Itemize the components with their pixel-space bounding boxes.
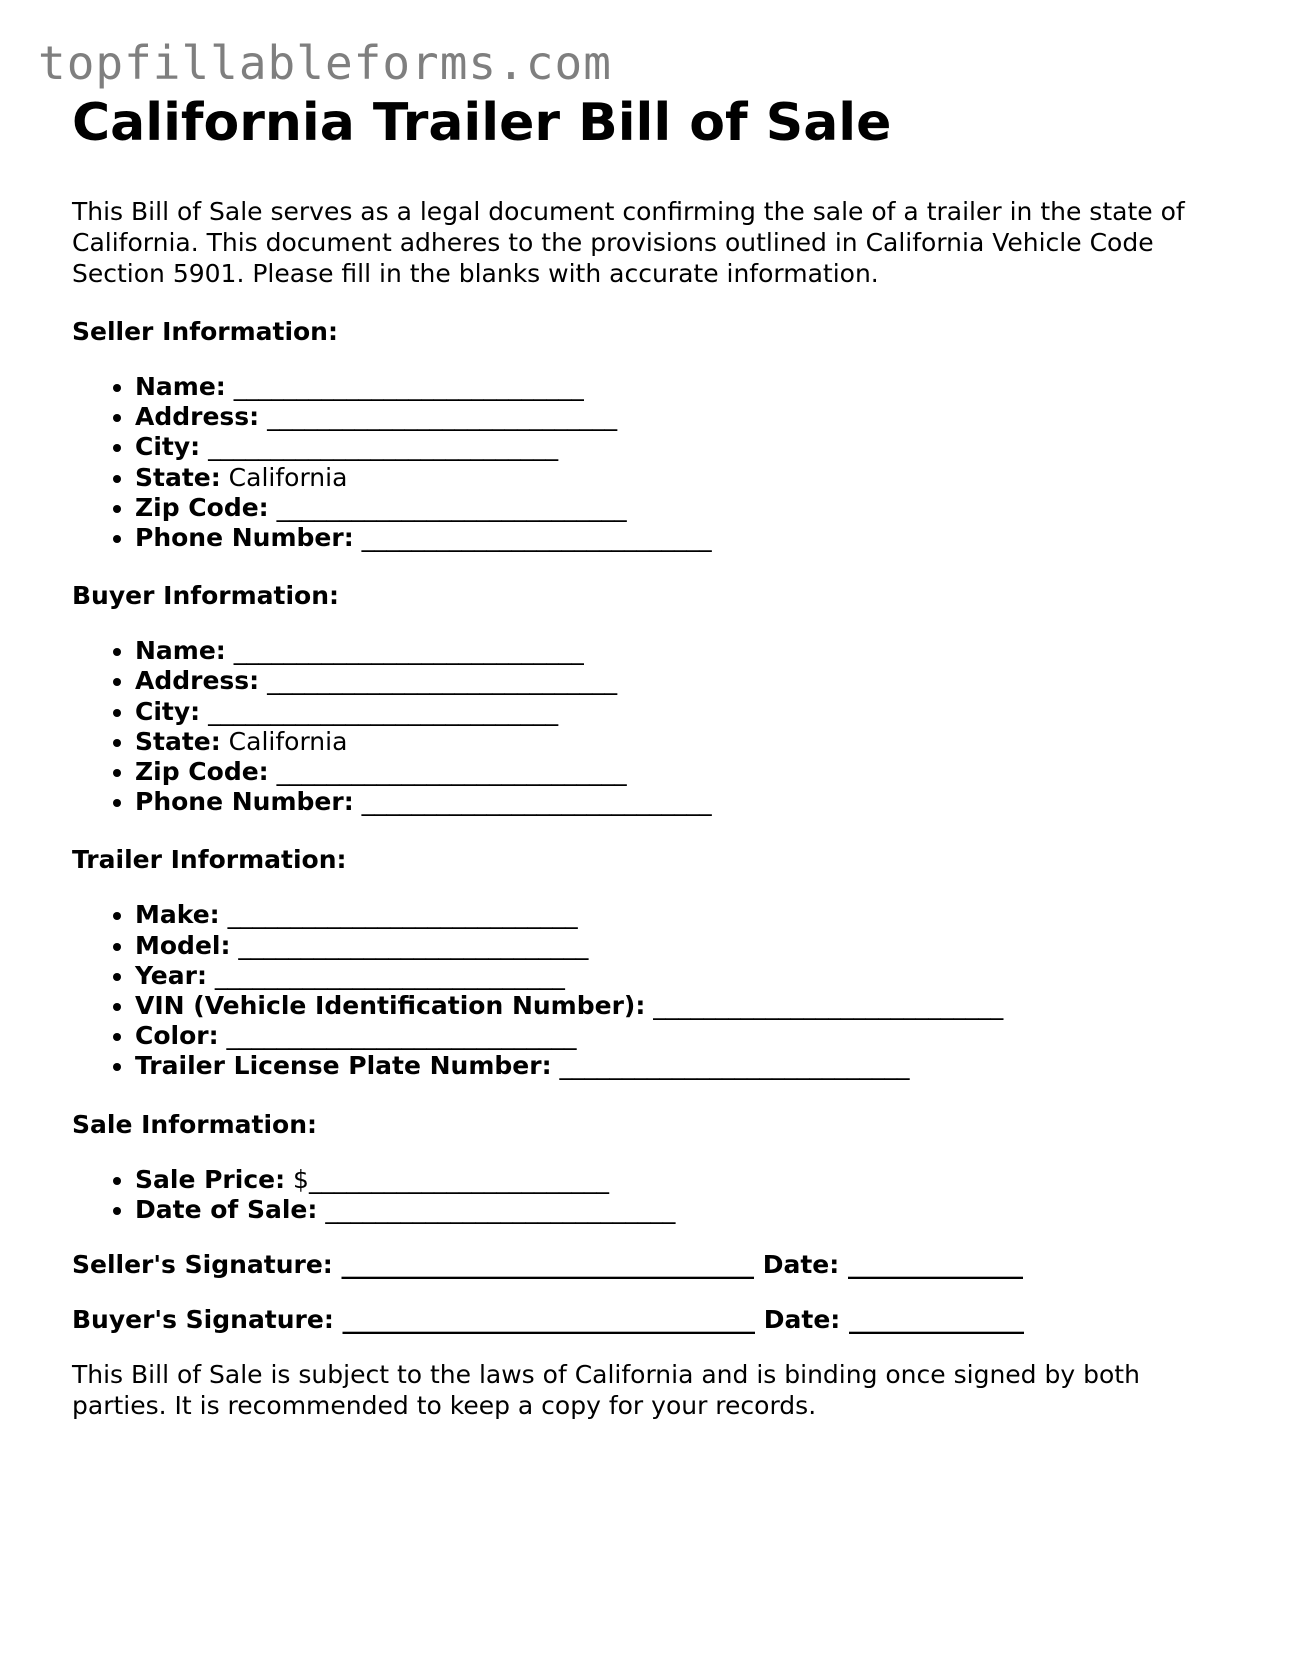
field-label: Model: [135, 930, 231, 960]
field-label: Phone Number: [135, 523, 354, 553]
sale-fields-list [72, 1165, 1232, 1225]
field-blank[interactable]: ____________________________ [551, 1051, 910, 1081]
field-label: Phone Number: [135, 787, 354, 817]
seller-signature-row [72, 1249, 1232, 1280]
seller-address-field [135, 402, 1232, 432]
buyer-date-label: Date: [763, 1305, 841, 1335]
trailer-plate-field [135, 1051, 1232, 1081]
field-blank[interactable]: ____________________________ [218, 1021, 577, 1051]
buyer-signature-row [72, 1304, 1232, 1335]
buyer-address-field [135, 666, 1232, 696]
field-label: Name: [135, 636, 226, 666]
field-blank[interactable]: ____________________________ [225, 636, 584, 666]
field-label: City: [135, 432, 201, 462]
field-blank[interactable]: ____________________________ [268, 757, 627, 787]
field-label: Date of Sale: [135, 1194, 318, 1224]
field-label: VIN (Vehicle Identification Number): [135, 991, 646, 1021]
field-blank[interactable]: ____________________________ [259, 402, 618, 432]
field-blank[interactable]: ____________________________ [200, 432, 559, 462]
field-label: Color: [135, 1021, 219, 1051]
buyer-phone-field [135, 787, 1232, 817]
sale-date-field [135, 1195, 1232, 1225]
field-blank[interactable]: ____________________________ [206, 960, 565, 990]
field-label: Address: [135, 402, 260, 432]
field-label: City: [135, 696, 201, 726]
field-label: Zip Code: [135, 492, 269, 522]
trailer-make-field [135, 900, 1232, 930]
seller-signature-label: Seller's Signature: [72, 1250, 333, 1280]
trailer-model-field [135, 931, 1232, 961]
field-blank[interactable]: ____________________________ [259, 666, 618, 696]
field-label: Trailer License Plate Number: [135, 1051, 552, 1081]
field-value: California [220, 726, 348, 756]
buyer-fields-list [72, 636, 1232, 817]
field-value: California [220, 462, 348, 492]
trailer-section-heading: Trailer Information: [72, 845, 347, 875]
buyer-city-field [135, 697, 1232, 727]
seller-date-label: Date: [762, 1250, 840, 1280]
field-blank[interactable]: ____________________________ [268, 492, 627, 522]
document-page [72, 92, 1232, 1421]
buyer-state-field [135, 727, 1232, 757]
buyer-signature-line[interactable]: _________________________________ [333, 1305, 756, 1335]
field-blank[interactable]: ____________________________ [353, 523, 712, 553]
field-label: Zip Code: [135, 757, 269, 787]
seller-phone-field [135, 523, 1232, 553]
buyer-name-field [135, 636, 1232, 666]
field-label: State: [135, 462, 221, 492]
page-title: California Trailer Bill of Sale [72, 93, 892, 153]
trailer-year-field [135, 961, 1232, 991]
footer-paragraph: This Bill of Sale is subject to the laws of California and is binding once signed by both parties. It is recommended to keep a copy for your records. [72, 1360, 1140, 1421]
seller-signature-line[interactable]: _________________________________ [332, 1250, 755, 1280]
buyer-date-line[interactable]: ______________ [840, 1305, 1025, 1335]
sale-price-field [135, 1165, 1232, 1195]
watermark: topfillableforms.com [38, 36, 612, 90]
intro-paragraph: This Bill of Sale serves as a legal document confirming the sale of a trailer in the state of California. This document adheres to the provisions outlined in California Vehicle Code Section 5901. Please fill in the blanks with accurate information. [72, 197, 1185, 288]
field-label: Name: [135, 372, 226, 401]
seller-section-heading: Seller Information: [72, 317, 338, 346]
buyer-zip-field [135, 757, 1232, 787]
seller-state-field [135, 463, 1232, 493]
field-blank[interactable]: ____________________________ [645, 991, 1004, 1021]
field-label: Year: [135, 960, 207, 990]
field-label: Make: [135, 900, 220, 930]
buyer-section-heading: Buyer Information: [72, 581, 340, 611]
field-blank[interactable]: ____________________________ [225, 372, 584, 401]
seller-city-field [135, 432, 1232, 462]
field-blank[interactable]: ____________________________ [317, 1194, 676, 1224]
seller-name-field [135, 372, 1232, 402]
sale-section-heading: Sale Information: [72, 1109, 317, 1139]
seller-date-line[interactable]: ______________ [839, 1250, 1023, 1280]
trailer-color-field [135, 1021, 1232, 1051]
field-blank[interactable]: ____________________________ [230, 930, 589, 960]
field-label: Address: [135, 666, 260, 696]
field-label: State: [135, 726, 221, 756]
field-blank[interactable]: ____________________________ [353, 787, 712, 817]
trailer-vin-field [135, 991, 1232, 1021]
buyer-signature-label: Buyer's Signature: [72, 1305, 334, 1335]
trailer-fields-list [72, 900, 1232, 1081]
field-blank[interactable]: ____________________________ [200, 696, 559, 726]
field-blank[interactable]: $________________________ [285, 1164, 609, 1194]
field-label: Sale Price: [135, 1164, 286, 1194]
seller-fields-list [72, 372, 1232, 553]
seller-zip-field [135, 493, 1232, 523]
field-blank[interactable]: ____________________________ [219, 900, 578, 930]
